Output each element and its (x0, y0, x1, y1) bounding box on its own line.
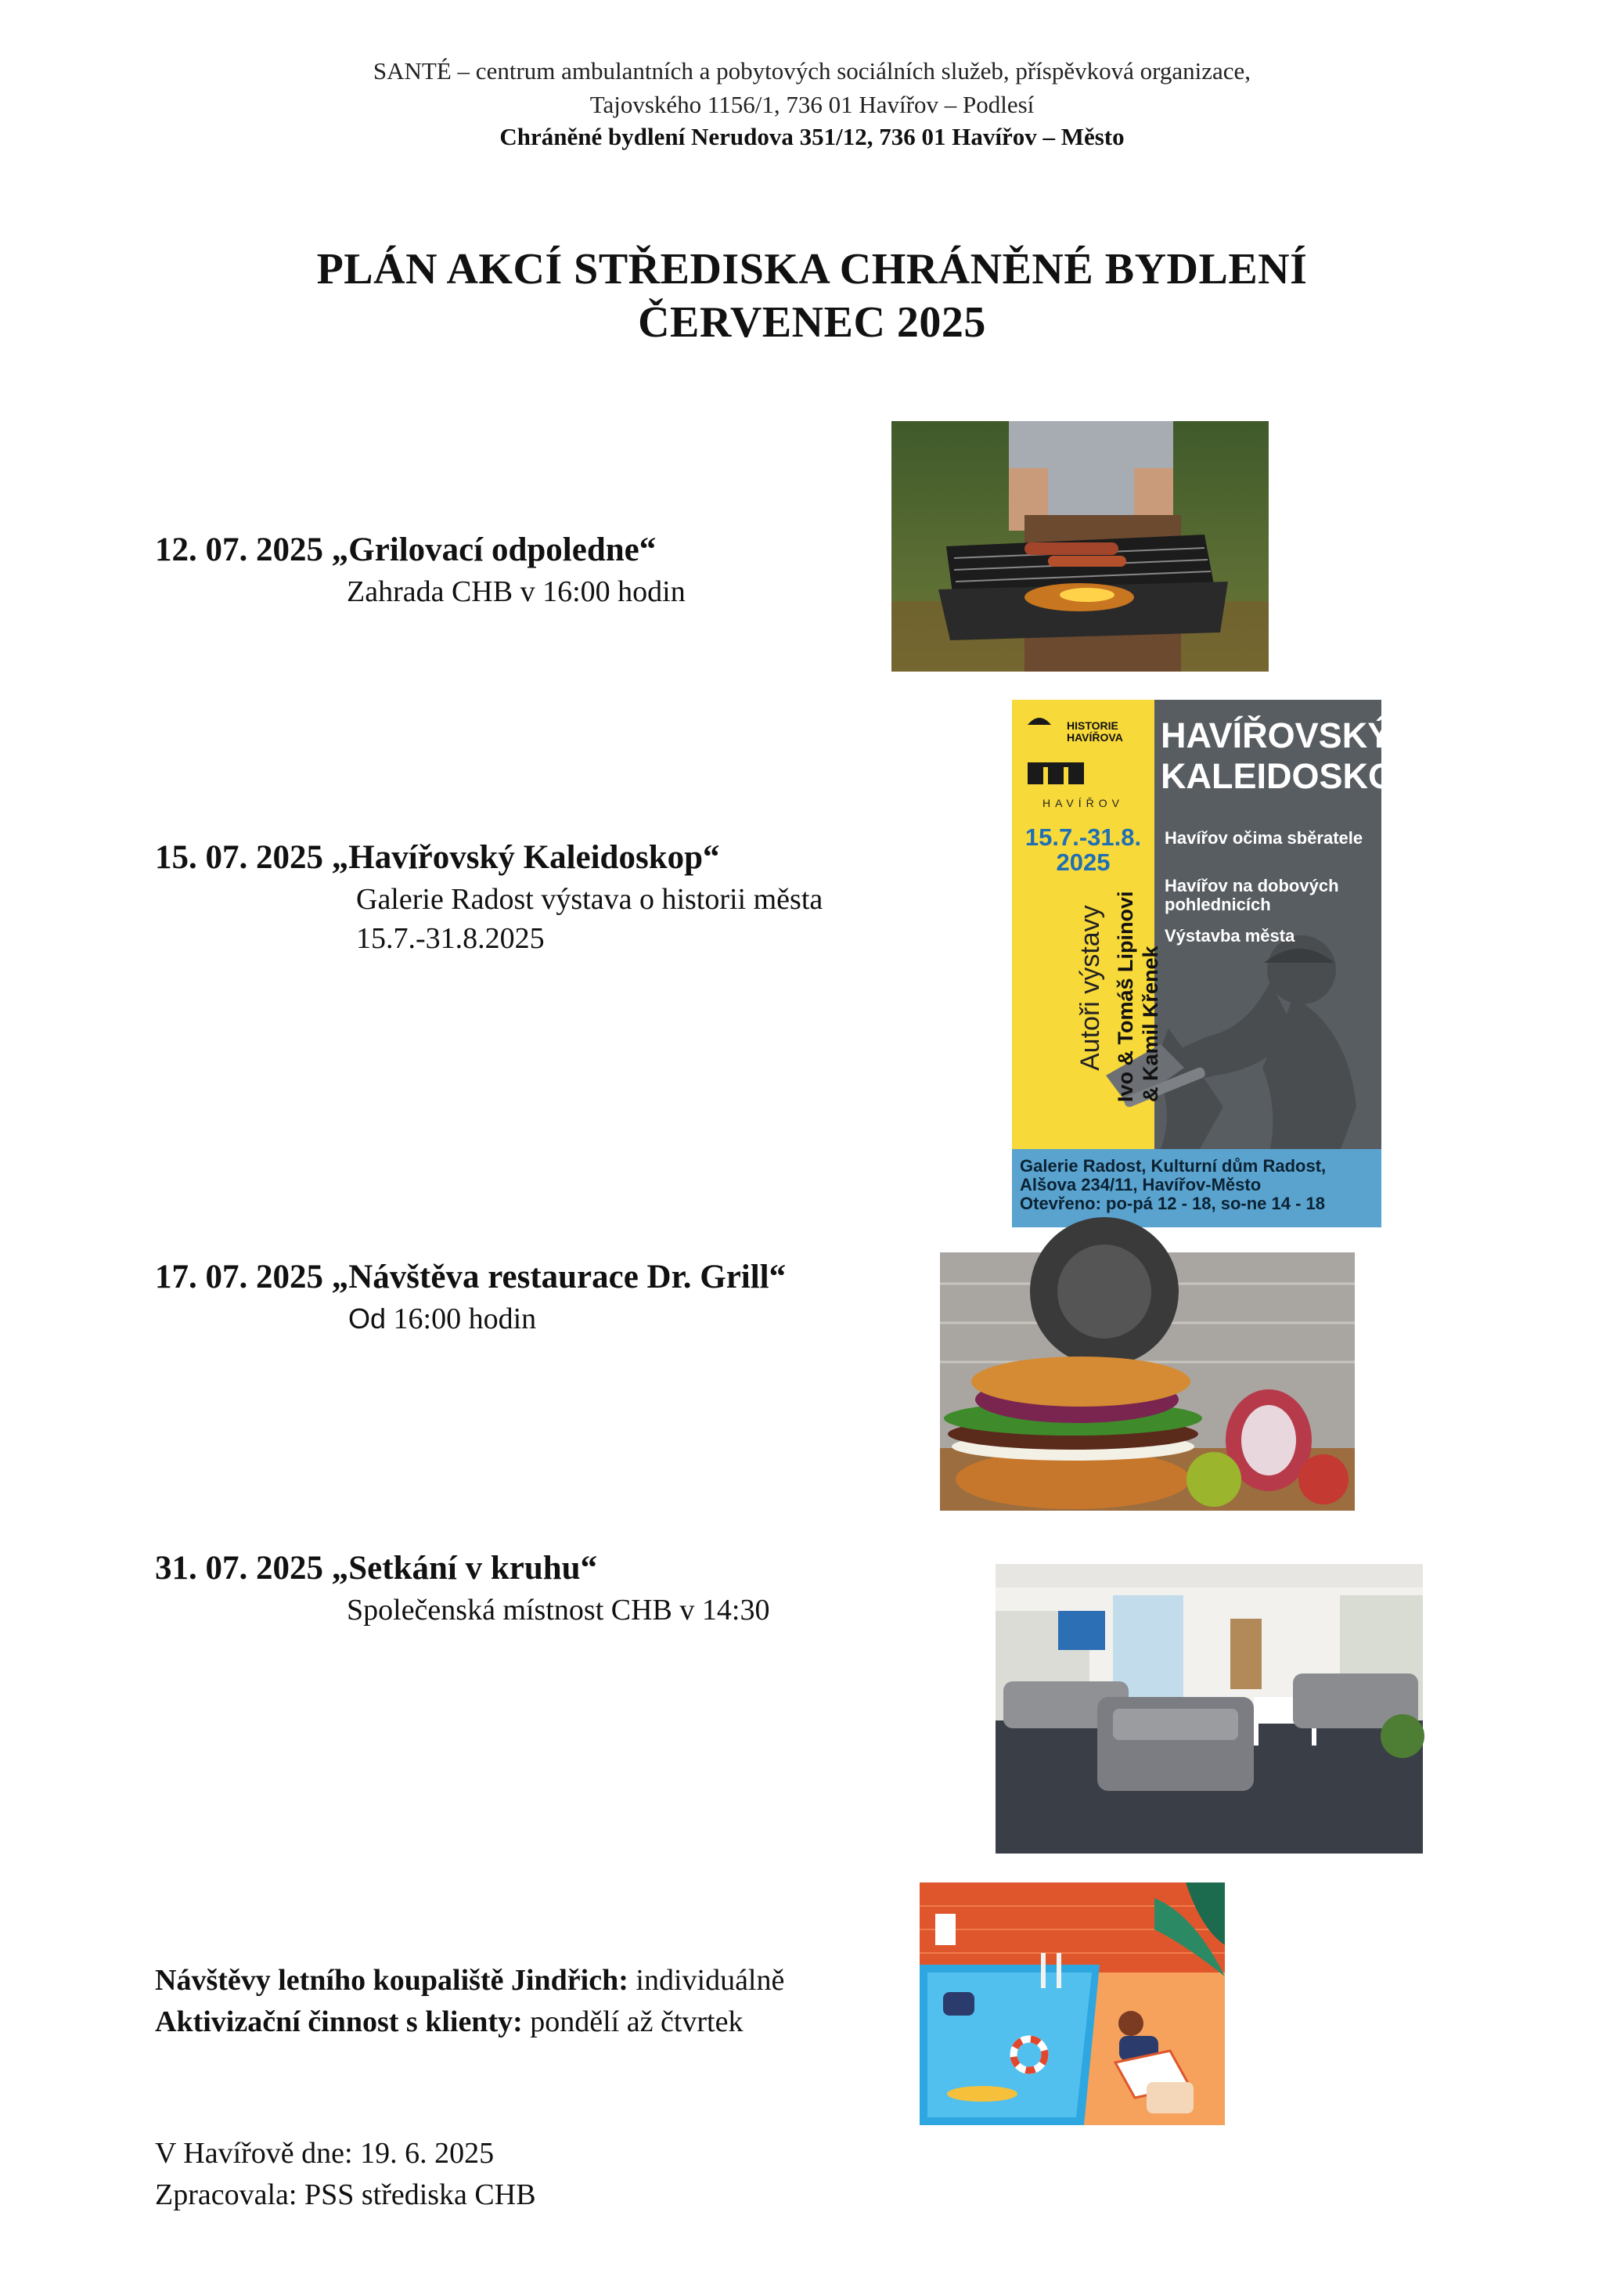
poster-item-3: Výstavba města (1165, 926, 1295, 946)
poster-heading-line2: KALEIDOSKOP (1161, 756, 1420, 796)
org-address: Tajovského 1156/1, 736 01 Havířov – Podlesí (589, 91, 1035, 118)
pool-visits-value: individuálně (628, 1964, 785, 1997)
logo-text-1: HISTORIE (1067, 719, 1118, 732)
event-1-detail: Zahrada CHB v 16:00 hodin (347, 575, 686, 608)
burger-photo (940, 1252, 1355, 1511)
event-3-detail-time: 16:00 hodin (386, 1302, 537, 1335)
grill-photo (891, 421, 1269, 672)
authors-names-1: Ivo & Tomáš Lipinovi (1114, 891, 1137, 1102)
pool-illustration (920, 1882, 1225, 2125)
lounge-photo (996, 1564, 1423, 1854)
event-2-dates: 15.7.-31.8.2025 (356, 922, 545, 955)
facility-address: Chráněné bydlení Nerudova 351/12, 736 01 Havířov – Město (499, 123, 1125, 150)
poster-item-1: Havířov očima sběratele (1165, 828, 1363, 848)
exhibition-poster (1012, 700, 1420, 1223)
authors-label: Autoři výstavy (1075, 905, 1105, 1071)
pool-visits (155, 1960, 784, 2001)
venue-line-3: Otevřeno: po-pá 12 - 18, so-ne 14 - 18 (1020, 1194, 1326, 1213)
event-4-title: 31. 07. 2025 „Setkání v kruhu“ (155, 1550, 598, 1587)
poster-heading (1161, 715, 1420, 797)
activity-value: pondělí až čtvrtek (522, 2005, 744, 2038)
event-4-detail: Společenská místnost CHB v 14:30 (347, 1594, 770, 1627)
poster-date-line1: 15.7.-31.8. (1024, 823, 1142, 851)
activity-label: Aktivizační činnost s klienty: (155, 2005, 523, 2038)
poster-item-2: Havířov na dobových pohlednicích (1165, 876, 1339, 914)
page-title: PLÁN AKCÍ STŘEDISKA CHRÁNĚNÉ BYDLENÍ (316, 245, 1308, 294)
poster-authors (1048, 852, 1162, 1149)
activity (155, 2001, 743, 2042)
event-1-title: 12. 07. 2025 „Grilovací odpoledne“ (155, 531, 657, 568)
event-2-title: 15. 07. 2025 „Havířovský Kaleidoskop“ (155, 839, 720, 876)
org-name: SANTÉ – centrum ambulantních a pobytových sociálních služeb, příspěvková organizace, (373, 57, 1251, 85)
document-date: V Havířově dne: 19. 6. 2025 (155, 2137, 495, 2170)
event-2-detail: Galerie Radost výstava o historii města (356, 883, 823, 916)
poster-town: HAVÍŘOV (1042, 797, 1124, 809)
event-3-detail (348, 1299, 536, 1338)
poster-venue (1012, 1149, 1381, 1227)
venue-line-1: Galerie Radost, Kulturní dům Radost, (1020, 1156, 1327, 1176)
poster-heading-line1: HAVÍŘOVSKÝ (1161, 715, 1392, 755)
poster-date-line2: 2025 (1056, 848, 1111, 876)
document-author: Zpracovala: PSS střediska CHB (155, 2178, 536, 2211)
pool-visits-label: Návštěvy letního koupaliště Jindřich: (155, 1964, 628, 1997)
authors-names-2: & Kamil Křenek (1139, 946, 1162, 1102)
logo-text-2: HAVÍŘOVA (1067, 731, 1123, 744)
page-subtitle: ČERVENEC 2025 (638, 298, 986, 347)
venue-line-2: Alšova 234/11, Havířov-Město (1020, 1175, 1262, 1194)
event-3-title: 17. 07. 2025 „Návštěva restaurace Dr. Grill“ (155, 1259, 787, 1295)
event-3-detail-prefix: Od (348, 1302, 387, 1335)
